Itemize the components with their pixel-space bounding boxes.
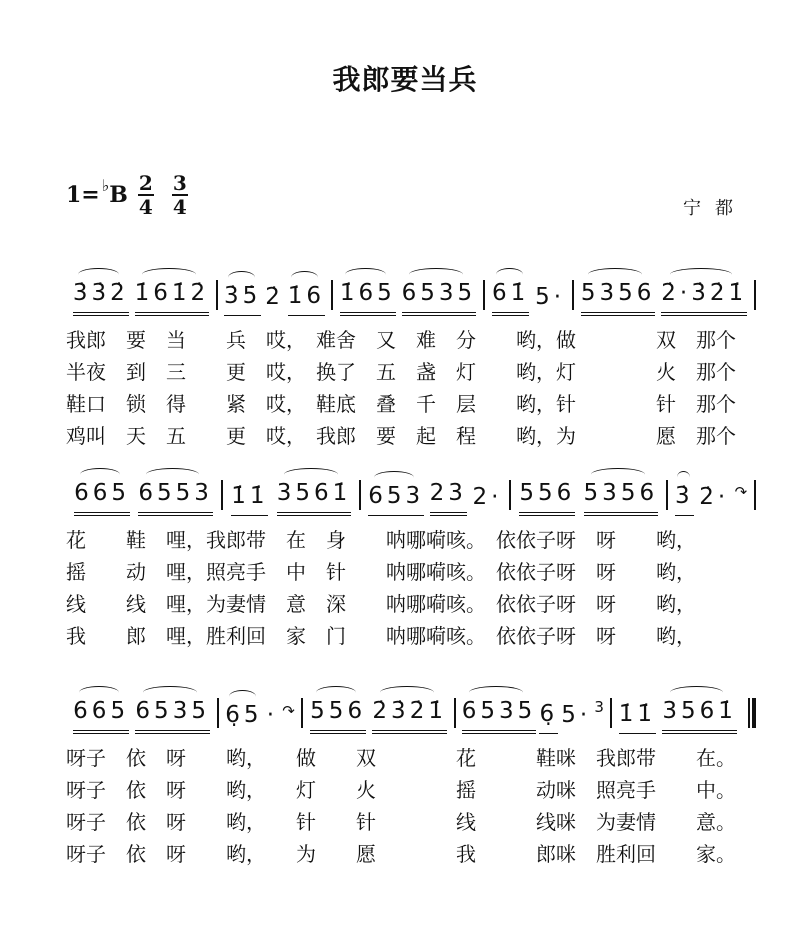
note-group: 2̇: [265, 284, 284, 310]
note-group: 665: [73, 698, 129, 734]
note-group: 3̇3̇2̇: [73, 280, 129, 316]
note-group: 2̇·3̇2̇1̇: [661, 280, 747, 316]
note-group: 61̇: [492, 280, 529, 316]
note-group: 6535: [402, 280, 477, 316]
note-group: 1̇61̇2̇: [135, 280, 210, 316]
lyric-verse-1: 我郎 要 当 兵 哎， 难舍 又 难 分 哟，做 双 那个: [66, 328, 736, 352]
note-group: 556: [310, 698, 366, 734]
note-group: 1̇6: [288, 283, 325, 316]
note-group: 6535: [135, 698, 210, 734]
note-group: 2̇·: [699, 484, 730, 510]
key-signature: [66, 172, 188, 218]
lyric-verse-2: 摇 动 哩，照亮手 中 针 呐哪嗬咳。 依依子呀 呀 哟，: [66, 560, 696, 584]
measure: [511, 480, 666, 516]
note-group: 653: [368, 483, 424, 516]
measure: [66, 280, 216, 316]
note-group: 665: [74, 480, 130, 516]
key-note: B: [109, 182, 128, 208]
note-group: 5·: [535, 284, 566, 310]
measure: [361, 480, 509, 516]
lyric-verse-2: 呀子 依 呀 哟， 灯 火 摇 动咪 照亮手 中。: [66, 778, 736, 802]
lyric-verse-1: 花 鞋 哩，我郎带 在 身 呐哪嗬咳。 依依子呀 呀 哟，: [66, 528, 696, 552]
note-group: 1̇65: [340, 280, 396, 316]
breath-mark: 3: [594, 698, 604, 716]
measure: [219, 702, 301, 734]
key-tonic: 1=: [66, 182, 100, 208]
note-group: 5356: [584, 480, 659, 516]
note-group: 6̣5: [225, 702, 262, 734]
note-group: 1̇1̇: [619, 701, 656, 734]
note-group: 3̇5̇: [224, 283, 261, 316]
music-system-2: [66, 468, 756, 652]
meter-3-4: $\frac{3}{4}$: [172, 171, 187, 219]
final-barline: [748, 698, 756, 728]
note-group: 5·: [561, 702, 592, 728]
measure: [66, 480, 221, 516]
measure: [66, 698, 217, 734]
breath-mark: ↷: [282, 702, 295, 720]
note-group: 556: [519, 480, 575, 516]
song-origin: 宁都: [683, 198, 747, 219]
measure: [218, 283, 331, 316]
barline: [754, 280, 756, 310]
song-title: 我郎要当兵: [332, 63, 478, 96]
lyric-verse-1: 呀子 依 呀 哟， 做 双 花 鞋咪 我郎带 在。: [66, 746, 736, 770]
note-group: 23: [430, 480, 467, 516]
note-group: 3561̇: [662, 698, 737, 734]
notation-line: [66, 268, 756, 316]
note-group: ·: [266, 702, 279, 728]
lyric-verse-2: 半夜 到 三 更 哎， 换了 五 盏 灯 哟，灯 火 那个: [66, 360, 736, 384]
flat-sign: ♭: [101, 175, 110, 195]
music-system-3: [66, 686, 756, 870]
breath-mark: ↷: [734, 483, 748, 501]
lyric-verse-3: 线 线 哩，为妻情 意 深 呐哪嗬咳。 依依子呀 呀 哟，: [66, 592, 696, 616]
lyrics-block: [66, 742, 756, 870]
notation-line: [66, 468, 756, 516]
measure: [456, 698, 609, 734]
note-group: 6535: [462, 698, 537, 734]
measure: [303, 698, 454, 734]
lyrics-block: [66, 524, 756, 652]
note-group: 1̇1̇: [231, 483, 268, 516]
measure: [668, 483, 754, 516]
measure: [574, 280, 754, 316]
note-group: 2̇3̇2̇1̇: [372, 698, 447, 734]
lyric-verse-4: 我 郎 哩，胜利回 家 门 呐哪嗬咳。 依依子呀 呀 哟，: [66, 624, 696, 648]
note-group: 3561̇: [277, 480, 352, 516]
note-group: 6553: [138, 480, 213, 516]
lyrics-block: [66, 324, 756, 452]
music-system-1: [66, 268, 756, 452]
meter-2-4: $\frac{2}{4}$: [138, 171, 153, 219]
note-group: 2·: [472, 484, 503, 510]
note-group: 3̇: [675, 483, 694, 516]
lyric-verse-3: 呀子 依 呀 哟， 针 针 线 线咪 为妻情 意。: [66, 810, 736, 834]
lyric-verse-4: 呀子 依 呀 哟， 为 愿 我 郎咪 胜利回 家。: [66, 842, 736, 866]
measure: [485, 280, 572, 316]
barline: [754, 480, 756, 510]
measure: [612, 698, 745, 734]
measure: [333, 280, 483, 316]
note-group: 6̣: [539, 701, 558, 734]
lyric-verse-3: 鞋口 锁 得 紧 哎， 鞋底 叠 千 层 哟，针 针 那个: [66, 392, 736, 416]
lyric-verse-4: 鸡叫 天 五 更 哎， 我郎 要 起 程 哟，为 愿 那个: [66, 424, 736, 448]
note-group: 5356: [581, 280, 656, 316]
notation-line: [66, 686, 756, 734]
measure: [223, 480, 359, 516]
